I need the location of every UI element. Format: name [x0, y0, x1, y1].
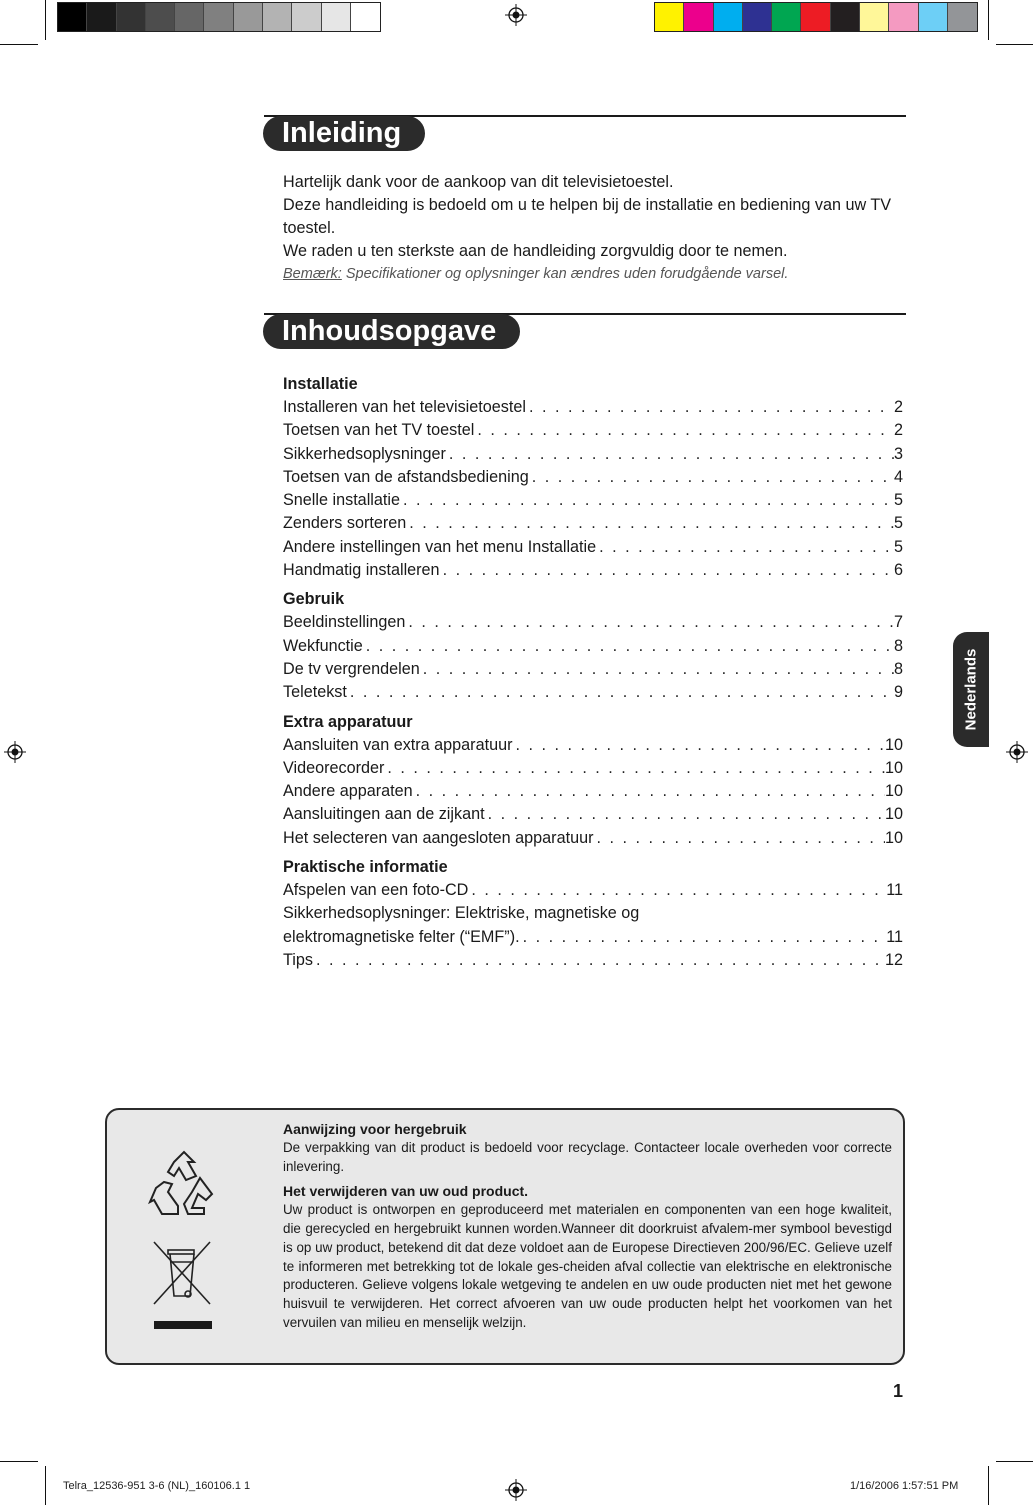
toc-leader-dots — [313, 949, 885, 972]
color-swatch — [772, 3, 801, 31]
registration-mark-icon — [505, 1479, 527, 1501]
toc-leader-dots — [347, 681, 894, 704]
toc-entry-label: Installeren van het televisietoestel — [283, 398, 526, 416]
toc-entry-label: Beeldinstellingen — [283, 613, 406, 632]
color-swatch — [889, 3, 918, 31]
toc-leader-dots — [440, 559, 894, 582]
toc-entry-label: Wekfunctie — [283, 636, 363, 655]
disposal-title: Het verwijderen van uw oud product. — [283, 1183, 529, 1200]
toc-entry-label: Videorecorder — [283, 758, 385, 777]
toc-leader-dots — [529, 466, 894, 489]
color-swatch — [831, 3, 860, 31]
toc-entry-page: 10 — [884, 758, 903, 777]
toc-leader-dots — [485, 803, 885, 826]
toc-entry-page: 5 — [893, 514, 903, 533]
toc-entry-label: Sikkerhedsoplysninger — [283, 444, 446, 463]
toc-entry[interactable] — [283, 559, 903, 582]
toc-entry-page: 11 — [886, 881, 903, 900]
intro-line: We raden u ten sterkste aan de handleiding zorgvuldig door te nemen. — [283, 242, 788, 260]
toc-entry-label: elektromagnetiske felter (“EMF”). — [283, 927, 520, 946]
footer-right: 1/16/2006 1:57:51 PM — [850, 1480, 959, 1492]
color-swatch — [146, 3, 175, 31]
color-swatch — [948, 3, 977, 31]
toc-entry-label: Toetsen van de afstandsbediening — [283, 467, 529, 486]
toc-entry-page: 11 — [886, 927, 903, 946]
toc-entry-label: Aansluitingen aan de zijkant — [283, 805, 485, 824]
toc-entry-page: 6 — [893, 561, 903, 580]
color-swatch — [351, 3, 380, 31]
recycle-icon — [148, 1148, 220, 1220]
toc-entry-page: 10 — [884, 828, 903, 847]
toc-entry-page: 10 — [884, 735, 903, 754]
intro-text — [283, 171, 908, 286]
toc-entry-label: Zenders sorteren — [283, 514, 407, 533]
grayscale-calibration-bar — [57, 2, 381, 32]
toc-leader-dots — [520, 926, 887, 949]
toc-entry[interactable] — [283, 466, 903, 489]
toc-entry-page: 8 — [893, 636, 903, 655]
toc-entry-label: Sikkerhedsoplysninger: Elektriske, magnetiske og — [283, 904, 640, 923]
toc-entry[interactable] — [283, 611, 903, 634]
crop-mark — [988, 0, 989, 40]
toc-entry[interactable] — [283, 902, 903, 925]
toc-entry[interactable] — [283, 681, 903, 704]
language-tab-text: Nederlands — [962, 648, 980, 731]
toc-entry[interactable] — [283, 396, 903, 419]
toc-entry-label: Snelle installatie — [283, 491, 400, 510]
toc-entry-page: 10 — [884, 782, 903, 801]
note-text: Specifikationer og oplysninger kan ændres uden forudgående varsel. — [341, 266, 789, 282]
crop-mark — [45, 1466, 46, 1505]
toc-leader-dots — [384, 757, 885, 780]
toc-section-title: Installatie — [283, 375, 358, 393]
toc-entry-page: 10 — [884, 805, 903, 824]
color-swatch — [743, 3, 772, 31]
crop-mark — [0, 44, 38, 45]
registration-mark-icon — [1006, 741, 1028, 763]
color-swatch — [714, 3, 743, 31]
weee-bin-icon — [150, 1238, 214, 1308]
toc-entry[interactable] — [283, 879, 903, 902]
table-of-contents — [283, 373, 903, 972]
toc-entry[interactable] — [283, 926, 903, 949]
toc-entry[interactable] — [283, 827, 903, 850]
toc-entry[interactable] — [283, 780, 903, 803]
note-label: Bemærk: — [283, 266, 342, 282]
color-swatch — [322, 3, 351, 31]
toc-entry[interactable] — [283, 512, 903, 535]
toc-entry-label: Tips — [283, 950, 313, 969]
color-swatch — [860, 3, 889, 31]
toc-heading: Inhoudsopgave — [263, 314, 520, 349]
intro-line: Deze handleiding is bedoeld om u te helpen bij de installatie en bediening van uw TV toestel. — [283, 196, 892, 237]
toc-entry-label: Andere instellingen van het menu Installatie — [283, 537, 597, 556]
color-swatch — [204, 3, 233, 31]
crop-mark — [996, 44, 1033, 45]
toc-entry[interactable] — [283, 658, 903, 681]
color-swatch — [801, 3, 830, 31]
toc-section-title: Praktische informatie — [283, 858, 448, 877]
toc-entry[interactable] — [283, 635, 903, 658]
toc-leader-dots — [596, 536, 894, 559]
recycle-title: Aanwijzing voor hergebruik — [283, 1121, 467, 1137]
page-number: 1 — [893, 1381, 904, 1401]
toc-entry[interactable] — [283, 803, 903, 826]
toc-entry-label: Toetsen van het TV toestel — [283, 421, 475, 440]
toc-entry-page: 5 — [893, 537, 903, 556]
toc-section-title: Gebruik — [283, 590, 345, 609]
weee-bar — [154, 1321, 212, 1329]
toc-entry-page: 4 — [893, 467, 903, 486]
color-swatch — [655, 3, 684, 31]
toc-entry-page: 2 — [893, 421, 903, 440]
toc-entry[interactable] — [283, 419, 903, 442]
crop-mark — [988, 1466, 989, 1505]
color-swatch — [117, 3, 146, 31]
toc-leader-dots — [413, 780, 885, 803]
toc-entry[interactable] — [283, 757, 903, 780]
recycle-text — [283, 1120, 892, 1333]
color-swatch — [175, 3, 204, 31]
toc-section-title: Extra apparatuur — [283, 712, 413, 731]
crop-mark — [996, 1461, 1033, 1462]
toc-entry-label: Teletekst — [283, 683, 347, 702]
toc-entry[interactable] — [283, 489, 903, 512]
registration-mark-icon — [4, 741, 26, 763]
toc-leader-dots — [512, 734, 885, 757]
color-swatch — [292, 3, 321, 31]
toc-leader-dots — [420, 658, 894, 681]
toc-entry-label: Het selecteren van aangesloten apparatuur — [283, 828, 594, 847]
toc-entry[interactable] — [283, 443, 903, 466]
toc-entry[interactable] — [283, 949, 903, 972]
toc-entry-label: De tv vergrendelen — [283, 659, 420, 678]
toc-entry-label: Afspelen van een foto-CD — [283, 881, 469, 900]
color-calibration-bar — [654, 2, 978, 32]
toc-leader-dots — [405, 611, 894, 634]
footer-left: Telra_12536-951 3-6 (NL)_160106.1 1 — [63, 1480, 251, 1492]
toc-entry[interactable] — [283, 536, 903, 559]
recycle-paragraph: De verpakking van dit product is bedoeld voor recyclage. Contacteer locale overheden voor correcte inlevering. — [283, 1139, 892, 1174]
toc-entry-label: Andere apparaten — [283, 782, 413, 801]
toc-leader-dots — [593, 827, 885, 850]
toc-entry-page: 7 — [893, 613, 903, 632]
toc-leader-dots — [474, 419, 894, 442]
intro-line: Hartelijk dank voor de aankoop van dit televisietoestel. — [283, 173, 674, 191]
toc-leader-dots — [446, 443, 894, 466]
toc-leader-dots — [363, 635, 894, 658]
color-swatch — [919, 3, 948, 31]
color-swatch — [263, 3, 292, 31]
toc-entry-page: 9 — [893, 683, 903, 702]
toc-entry-page: 12 — [884, 950, 903, 969]
color-swatch — [234, 3, 263, 31]
color-swatch — [87, 3, 116, 31]
toc-entry-page: 2 — [893, 398, 903, 416]
crop-mark — [0, 1461, 38, 1462]
toc-entry-page: 3 — [893, 444, 903, 463]
toc-entry-page: 5 — [893, 491, 903, 510]
toc-entry[interactable] — [283, 734, 903, 757]
toc-leader-dots — [526, 396, 894, 419]
toc-leader-dots — [400, 489, 894, 512]
intro-note — [283, 263, 908, 286]
toc-leader-dots — [468, 879, 886, 902]
color-swatch — [684, 3, 713, 31]
disposal-paragraph: Uw product is ontworpen en geproduceerd met materialen en componenten van een hoge kwaliteit, die gerecycled en hergebruikt kunnen worden.Wanneer dit doorkruist afvalem-mer symbool bevestigd is op uw product, betekend dit dat deze voldoet aan de Europese Directieven 200/96/EC. Gelieve uzelf te informeren met betrekking tot de lokale ges-cheiden afval collectie van elektrische en elektronische producteren. Gelieve volgens lokale wetgeving te andelen en uw oude producten niet met het gewone huisvuil te verwijderen. Het correct afvoeren van uw oude producten helpt het voorkomen van het vervuilen van milieu en menselijk welzijn. — [283, 1202, 892, 1330]
toc-entry-label: Aansluiten van extra apparatuur — [283, 735, 513, 754]
language-tab-label — [953, 632, 989, 747]
toc-leader-dots — [406, 512, 894, 535]
toc-entry-label: Handmatig installeren — [283, 561, 440, 580]
registration-mark-icon — [505, 4, 527, 26]
intro-heading: Inleiding — [263, 116, 425, 151]
color-swatch — [58, 3, 87, 31]
crop-mark — [45, 0, 46, 40]
toc-entry-page: 8 — [893, 659, 903, 678]
